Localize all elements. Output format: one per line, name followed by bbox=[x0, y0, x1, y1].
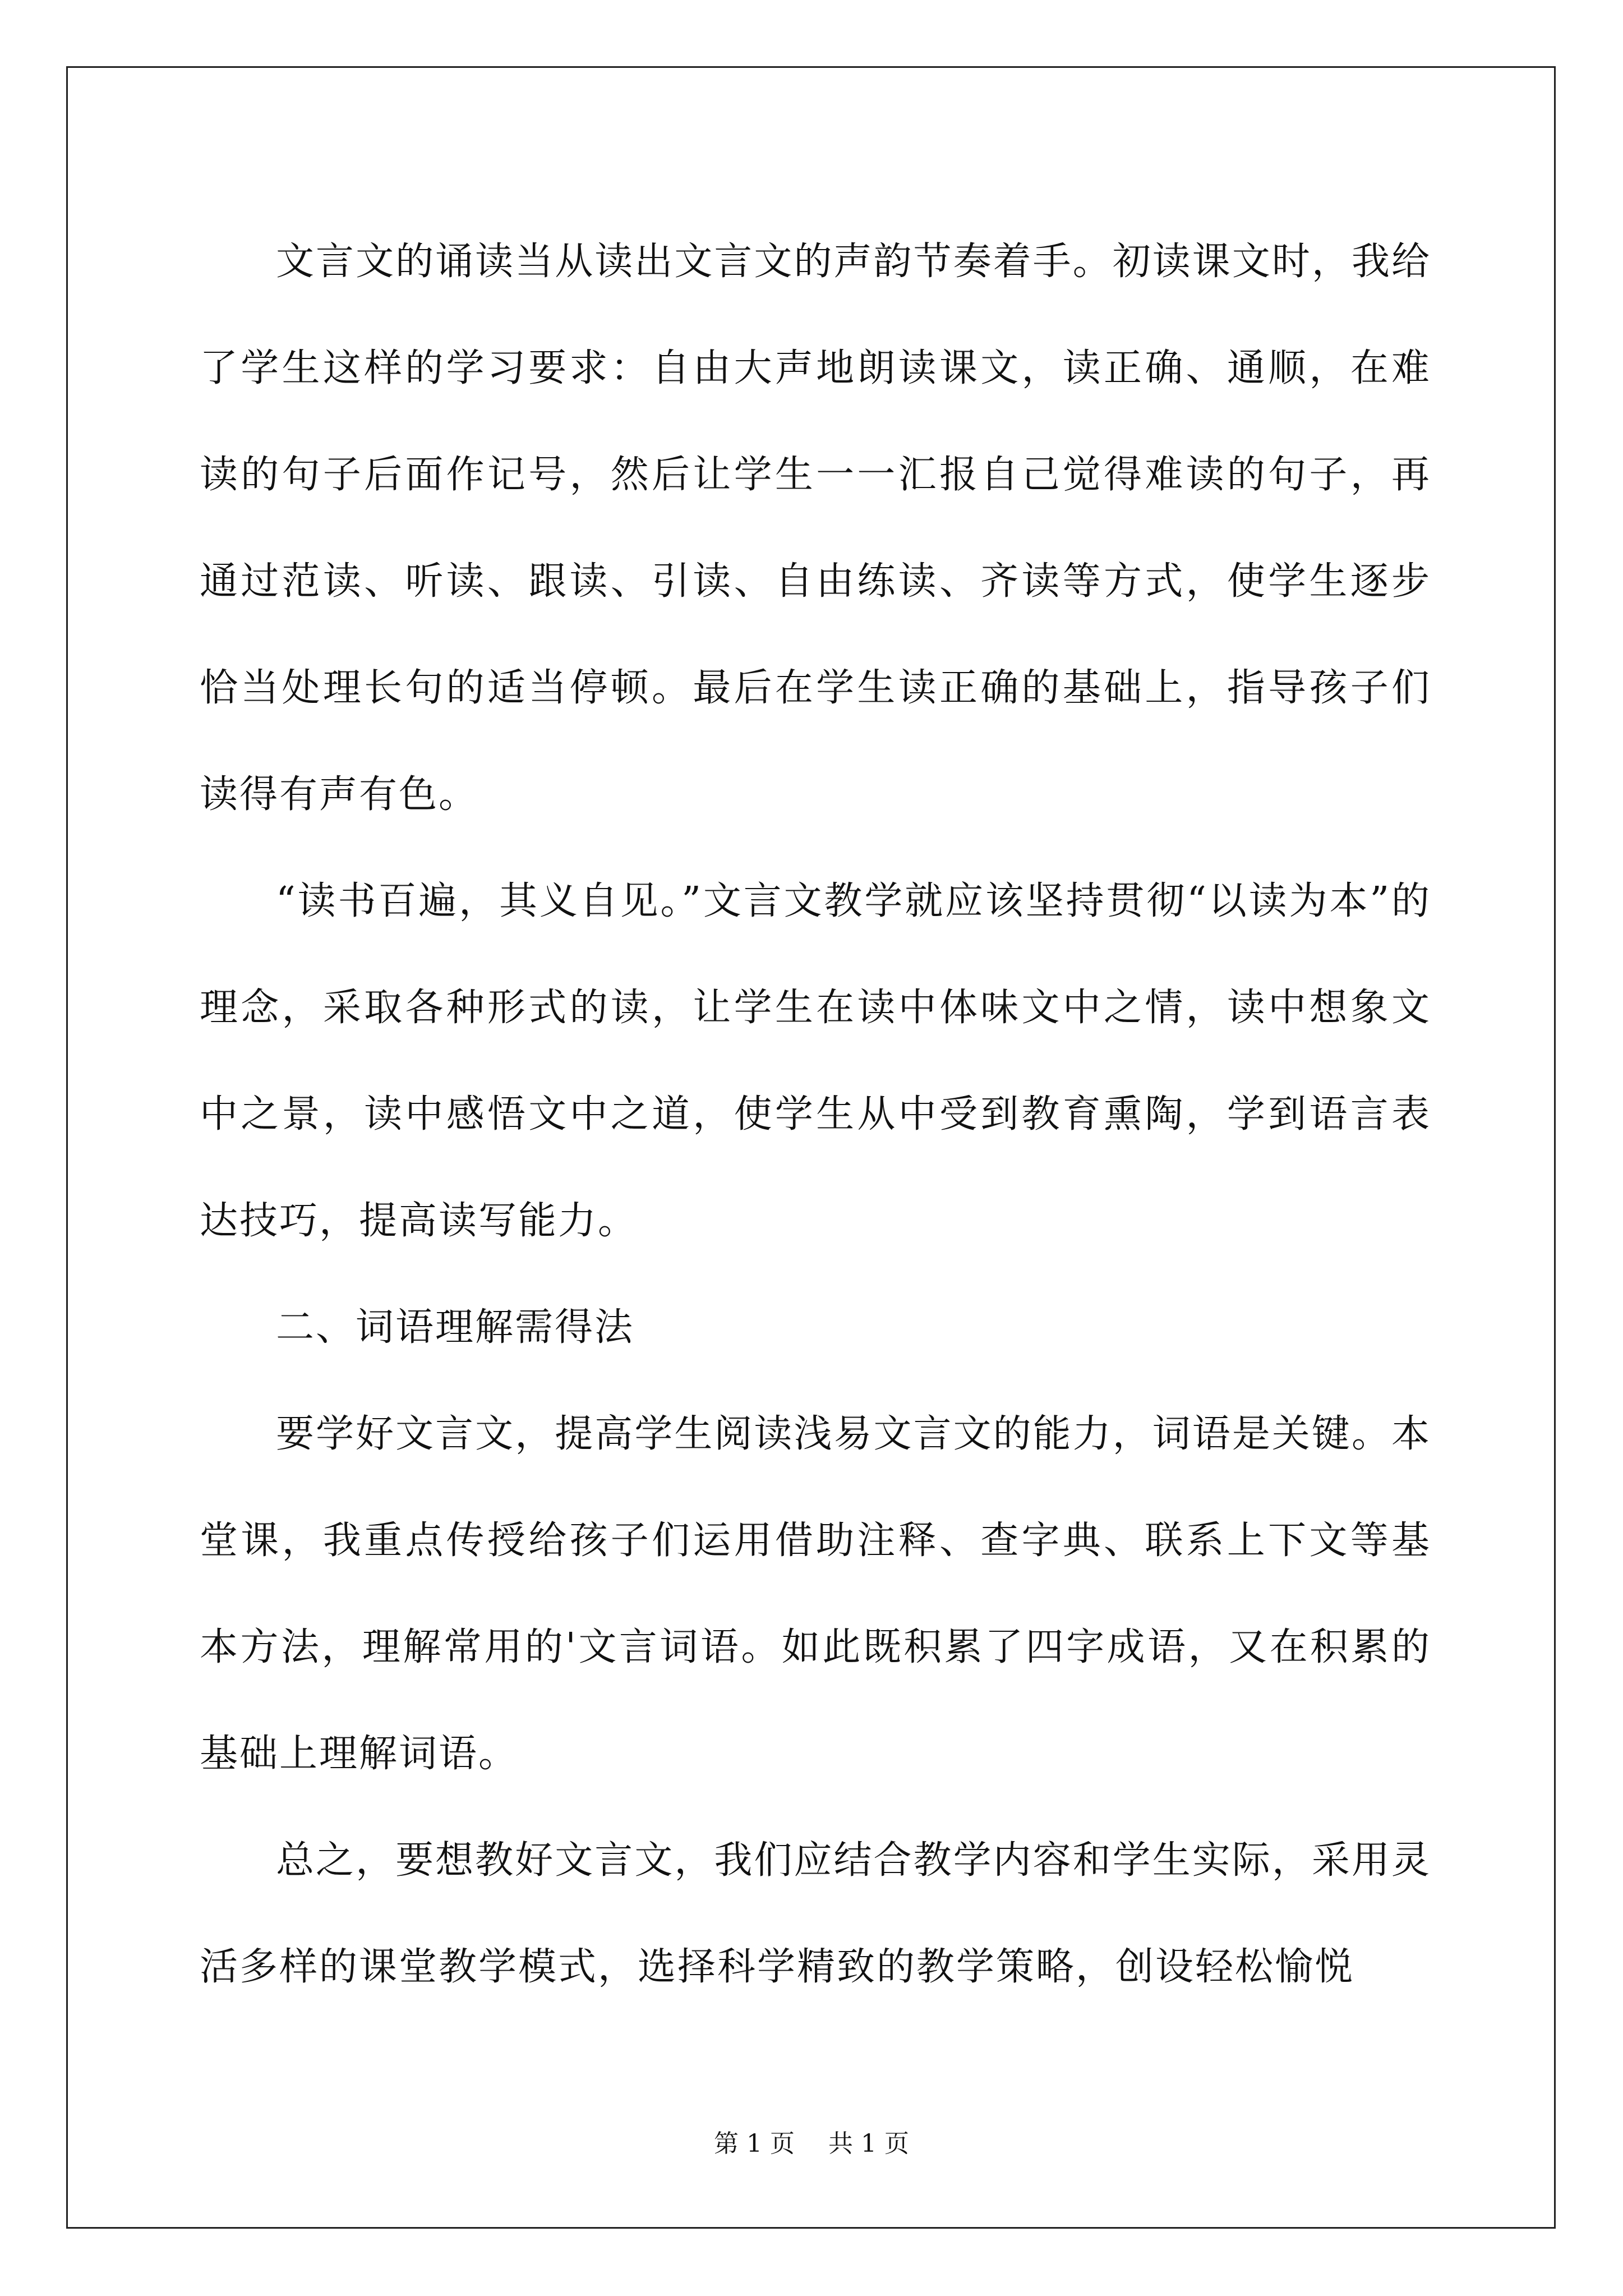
page-total: 共 1 页 bbox=[828, 2129, 909, 2158]
paragraph-read-hundred-times: “读书百遍，其义自见。”文言文教学就应该坚持贯彻“以读为本”的理念，采取各种形式的读，让学生在读中体味文中之情，读中想象文中之景，读中感悟文中之道，使学生从中受到教育熏陶，学到语言表达技巧，提高读写能力。 bbox=[200, 879, 1431, 1243]
page-number: 第 1 页 bbox=[714, 2129, 795, 2158]
paragraph-vocabulary-methods: 要学好文言文，提高学生阅读浅易文言文的能力，词语是关键。本堂课，我重点传授给孩子们运用借助注释、查字典、联系上下文等基本方法，理解常用的'文言词语。如此既积累了四字成语，又在积累的基础上理解词语。 bbox=[200, 1412, 1431, 1776]
page-footer bbox=[0, 2123, 1623, 2159]
document-body bbox=[200, 209, 1431, 2021]
paragraph-reading-rhythm: 文言文的诵读当从读出文言文的声韵节奏着手。初读课文时，我给了学生这样的学习要求：自由大声地朗读课文，读正确、通顺，在难读的句子后面作记号，然后让学生一一汇报自己觉得难读的句子，再通过范读、听读、跟读、引读、自由练读、齐读等方式，使学生逐步恰当处理长句的适当停顿。最后在学生读正确的基础上，指导孩子们读得有声有色。 bbox=[200, 240, 1431, 817]
paragraph-conclusion: 总之，要想教好文言文，我们应结合教学内容和学生实际，采用灵活多样的课堂教学模式，选择科学精致的教学策略，创设轻松愉悦 bbox=[200, 1838, 1431, 1989]
section-heading-vocabulary: 二、词语理解需得法 bbox=[276, 1305, 635, 1350]
